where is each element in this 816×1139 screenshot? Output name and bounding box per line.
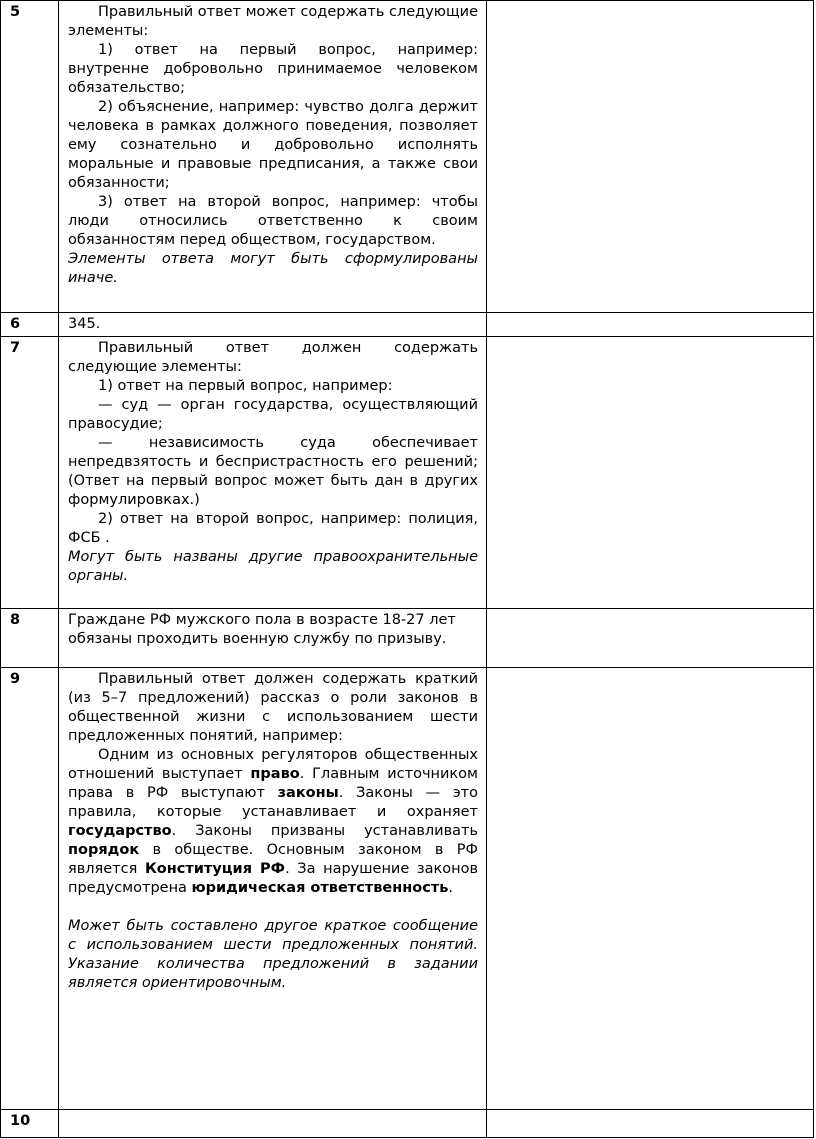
table-row (1, 337, 814, 609)
task-number: 8 (1, 609, 59, 668)
answer-cell (59, 1110, 487, 1138)
answer-text: 345. (68, 316, 101, 332)
table-row (1, 313, 814, 337)
answer-paragraph: 2) ответ на второй вопрос, например: полиция, ФСБ . (68, 511, 478, 546)
example-text: . Законы — это правила, которые устанавливает и охраняет (68, 785, 478, 820)
table-row (1, 1, 814, 313)
answer-paragraph: 1) ответ на первый вопрос, например: (98, 378, 393, 394)
example-text: . (448, 880, 453, 896)
example-answer (68, 746, 478, 898)
answer-cell (59, 1, 487, 313)
key-term: юридическая ответственность (191, 880, 449, 896)
answer-note: Элементы ответа могут быть сформулированы иначе. (68, 251, 478, 286)
key-term: законы (277, 785, 339, 801)
answer-cell (59, 313, 487, 337)
answer-cell (59, 668, 487, 1110)
task-number: 7 (1, 337, 59, 609)
empty-cell (487, 1, 814, 313)
task-number: 9 (1, 668, 59, 1110)
answer-paragraph: 1) ответ на первый вопрос, например: внутренне добровольно принимаемое человеком обязательство; (68, 42, 478, 96)
example-text: . Главным источником права в РФ выступают (68, 766, 478, 801)
task-number: 10 (1, 1110, 59, 1138)
answer-paragraph: Правильный ответ может содержать следующие элементы: (68, 4, 478, 39)
answer-paragraph: 3) ответ на второй вопрос, например: чтобы люди относились ответственно к своим обязанностям перед обществом, государством. (68, 194, 478, 248)
task-number: 5 (1, 1, 59, 313)
empty-cell (487, 1110, 814, 1138)
key-term: порядок (68, 842, 140, 858)
answer-paragraph: — суд — орган государства, осуществляющий правосудие; (68, 397, 478, 432)
key-term: Конституция РФ (144, 861, 286, 877)
example-text: . За нарушение законов предусмотрена (68, 861, 479, 896)
answer-paragraph: Правильный ответ должен содержать следующие элементы: (68, 340, 478, 375)
answer-intro: Правильный ответ должен содержать краткий (из 5–7 предложений) рассказ о роли законов в общественной жизни с использованием шести предложенных понятий, например: (68, 671, 478, 744)
example-text: . Законы призваны устанавливать (171, 823, 478, 839)
answer-cell (59, 337, 487, 609)
empty-cell (487, 609, 814, 668)
empty-cell (487, 668, 814, 1110)
key-term: государство (68, 823, 172, 839)
answer-note: Может быть составлено другое краткое сообщение с использованием шести предложенных понятий. Указание количества предложений в задании является ориентировочным. (68, 918, 478, 991)
task-number: 6 (1, 313, 59, 337)
answer-note: Могут быть названы другие правоохранительные органы. (68, 549, 478, 584)
answer-cell (59, 609, 487, 668)
empty-cell (487, 313, 814, 337)
table-row (1, 668, 814, 1110)
example-text: в обществе. Основным законом в РФ является (68, 842, 478, 877)
answer-text: Граждане РФ мужского пола в возрасте 18-27 лет обязаны проходить военную службу по призыву. (68, 612, 456, 647)
answer-paragraph: 2) объяснение, например: чувство долга держит человека в рамках должного поведения, позволяет ему сознательно и добровольно исполнять моральные и правовые предписания, а также свои обязанности; (68, 99, 478, 191)
empty-cell (487, 337, 814, 609)
table-row (1, 1110, 814, 1138)
spacer (68, 898, 478, 917)
table-row (1, 609, 814, 668)
answer-paragraph: — независимость суда обеспечивает непредвзятость и беспристрастность его решений; (Ответ на первый вопрос может быть дан в других формулировках.) (68, 435, 478, 508)
key-term: право (250, 766, 300, 782)
example-text: Одним из основных регуляторов общественных отношений выступает (68, 747, 478, 782)
